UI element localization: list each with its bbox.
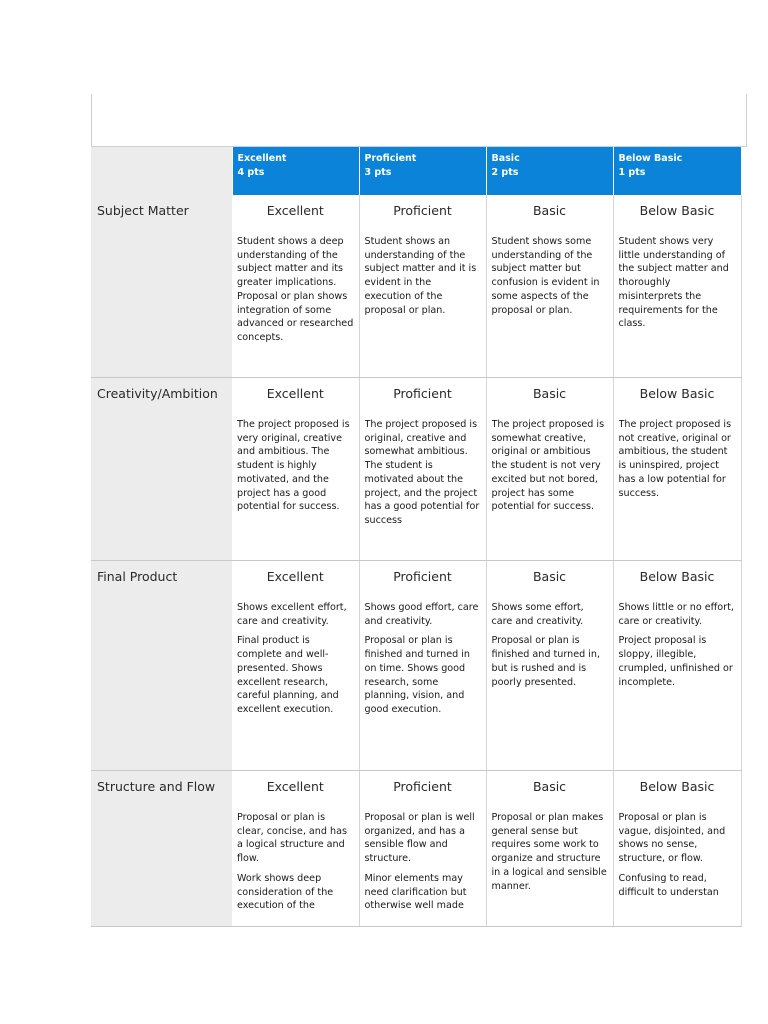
cell-level-title: Proficient [393,569,452,584]
cell-level-title: Basic [532,779,567,794]
cell-content [365,561,481,723]
description-paragraph: Shows little or no effort, care or creativity. [618,602,734,627]
cell-content [492,561,608,695]
criterion-name: Structure and Flow [91,771,232,927]
criterion-row [91,195,741,378]
criterion-name: Final Product [91,561,232,771]
cell-content [237,561,354,723]
level-points: 1 pts [618,167,646,178]
cell-level-title: Proficient [393,779,452,794]
cell-description [492,418,608,514]
cell-level-title: Excellent [266,203,324,218]
cell-level-title: Excellent [266,779,324,794]
cell-description [365,235,481,317]
cell-level-title: Basic [532,203,567,218]
description-paragraph: Student shows an understanding of the subject matter and it is evident in the execution of the proposal or plan. [364,236,477,316]
cell-content [492,378,608,520]
description-paragraph: Proposal or plan is clear, concise, and has a logical structure and flow. [237,812,347,865]
description-paragraph: Shows excellent effort, care and creativity. [237,602,347,627]
level-name: Excellent [237,153,287,164]
cell-content [619,378,736,506]
criterion-row [91,771,741,927]
cell-level-title: Below Basic [639,386,715,401]
description-paragraph: The project proposed is very original, creative and ambitious. The student is highly motivated, and the project has a good potential for success. [237,419,350,513]
description-paragraph: Work shows deep consideration of the execution of the [237,872,334,912]
rubric [91,94,747,927]
cell-description [619,811,736,899]
cell-content [619,561,736,695]
rubric-cell-basic [486,561,613,771]
description-paragraph: The project proposed is not creative, original or ambitious, the student is uninspired, project has a low potential for success. [618,419,732,499]
cell-description [365,811,481,913]
cell-description [365,601,481,717]
cell-description [619,418,736,500]
description-paragraph: Proposal or plan is finished and turned in, but is rushed and is poorly presented. [491,635,601,688]
cell-content [492,771,608,899]
cell-content [492,195,608,323]
rubric-cell-excellent [232,561,359,771]
cell-description [237,601,354,717]
rubric-cell-proficient [359,378,486,561]
criterion-name: Subject Matter [91,195,232,378]
description-paragraph: Shows good effort, care and creativity. [364,602,479,627]
criterion-name: Creativity/Ambition [91,378,232,561]
description-paragraph: Student shows some understanding of the subject matter but confusion is evident in some aspects of the proposal or plan. [491,236,600,316]
rubric-cell-excellent [232,195,359,378]
description-paragraph: Student shows very little understanding of the subject matter and thoroughly misinterprets the requirements for the class. [618,236,729,330]
header-row [91,147,741,195]
cell-content [365,771,481,919]
cell-content [237,378,354,520]
rubric-table [91,147,742,927]
cell-level-title: Below Basic [639,203,715,218]
rubric-title-area [91,94,747,147]
rubric-cell-basic [486,195,613,378]
cell-level-title: Below Basic [639,779,715,794]
description-paragraph: Final product is complete and well-presented. Shows excellent research, careful planning, and excellent execution. [237,635,339,715]
rubric-cell-below-basic [613,378,741,561]
description-paragraph: Proposal or plan is well organized, and has a sensible flow and structure. [364,812,475,865]
cell-content [365,378,481,534]
cell-level-title: Below Basic [639,569,715,584]
cell-content [619,195,736,337]
cell-description [237,811,354,913]
criterion-row [91,561,741,771]
cell-level-title: Proficient [393,386,452,401]
description-paragraph: Minor elements may need clarification but otherwise well made [364,872,467,912]
cell-description [492,601,608,689]
cell-description [365,418,481,528]
level-name: Below Basic [618,153,683,164]
cell-level-title: Excellent [266,569,324,584]
level-points: 3 pts [364,167,392,178]
rubric-cell-excellent [232,771,359,927]
cell-content [237,771,354,919]
description-paragraph: The project proposed is somewhat creative, original or ambitious the student is not very excited but not bored, project has some potential for success. [491,419,605,513]
cell-description [237,418,354,514]
description-paragraph: Shows some effort, care and creativity. [491,602,584,627]
description-paragraph: Proposal or plan is vague, disjointed, and shows no sense, structure, or flow. [618,812,726,865]
cell-description [237,235,354,345]
level-header-excellent [232,147,359,195]
description-paragraph: Project proposal is sloppy, illegible, crumpled, unfinished or incomplete. [618,635,733,688]
description-paragraph: The project proposed is original, creative and somewhat ambitious. The student is motivated about the project, and the project has a good potential for success [364,419,480,526]
rubric-cell-below-basic [613,195,741,378]
rubric-cell-proficient [359,561,486,771]
rubric-cell-below-basic [613,561,741,771]
description-paragraph: Confusing to read, difficult to understan [618,872,719,898]
header-corner [91,147,232,195]
level-name: Basic [491,153,520,164]
criterion-row [91,378,741,561]
cell-description [492,235,608,317]
cell-content [365,195,481,323]
description-paragraph: Proposal or plan makes general sense but requires some work to organize and structure in a logical and sensible manner. [491,812,607,892]
cell-description [619,601,736,689]
cell-level-title: Excellent [266,386,324,401]
level-header-below-basic [613,147,741,195]
rubric-cell-proficient [359,195,486,378]
level-points: 4 pts [237,167,265,178]
rubric-cell-basic [486,771,613,927]
cell-description [492,811,608,893]
cell-level-title: Basic [532,386,567,401]
level-name: Proficient [364,153,417,164]
level-header-basic [486,147,613,195]
cell-description [619,235,736,331]
level-points: 2 pts [491,167,519,178]
rubric-cell-proficient [359,771,486,927]
rubric-cell-below-basic [613,771,741,927]
rubric-cell-basic [486,378,613,561]
description-paragraph: Proposal or plan is finished and turned in on time. Shows good research, some planning, vision, and good execution. [364,635,470,715]
rubric-cell-excellent [232,378,359,561]
level-header-proficient [359,147,486,195]
cell-content [237,195,354,351]
cell-content [619,771,736,905]
description-paragraph: Student shows a deep understanding of the subject matter and its greater implications. Proposal or plan shows integration of some advanced or researched concepts. [237,236,354,343]
cell-level-title: Proficient [393,203,452,218]
cell-level-title: Basic [532,569,567,584]
